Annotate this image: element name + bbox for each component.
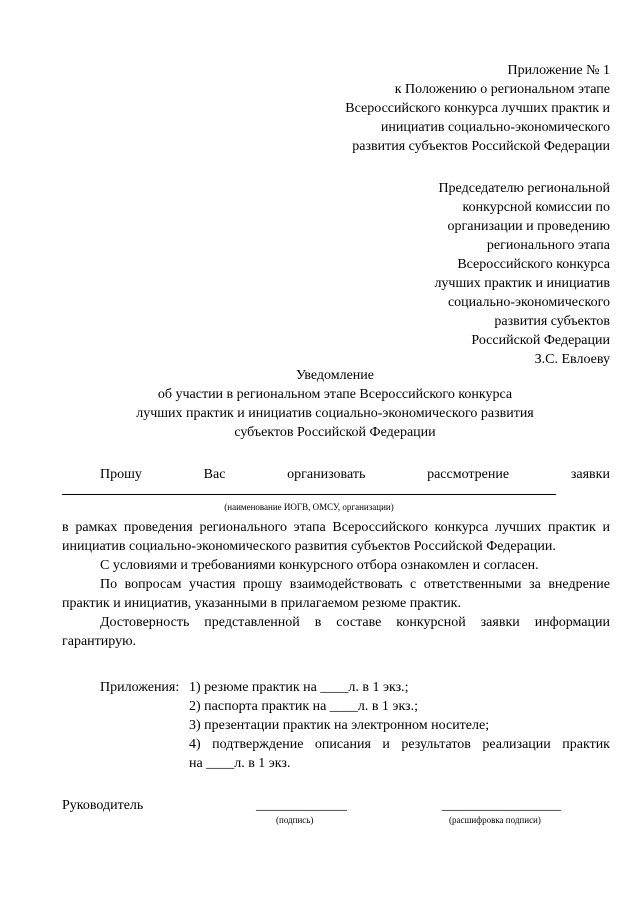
addressee-line: З.С. Евлоеву: [534, 352, 610, 367]
attachment-row: [100, 678, 610, 697]
signature-caption: (подпись): [276, 815, 314, 825]
annex-line: к Положению о региональном этапе: [394, 82, 610, 97]
request-word: Прошу: [100, 467, 142, 482]
title-line: лучших практик и инициатив социально-экономического развития: [136, 406, 534, 421]
body-paragraph: Достоверность представленной в составе конкурсной заявки информации гарантирую.: [62, 615, 610, 649]
addressee-line: развития субъектов: [494, 314, 610, 329]
attachment-item-continuation: на ____л. в 1 экз.: [189, 756, 291, 771]
addressee-line: Всероссийского конкурса: [457, 257, 610, 272]
organization-blank-line: [62, 494, 556, 495]
attachments-list: [100, 678, 610, 773]
body-paragraph: По вопросам участия прошу взаимодействовать с ответственными за внедрение практик и инициатив, указанными в прилагаемом резюме практик.: [62, 577, 610, 611]
addressee-line: регионального этапа: [486, 238, 610, 253]
signature-line: _____________: [256, 798, 347, 813]
attachment-item: 2) паспорта практик на ____л. в 1 экз.;: [189, 699, 418, 714]
annex-header: [230, 61, 610, 156]
attachment-row: [189, 716, 610, 735]
body-text: [62, 518, 610, 651]
attachment-item: 4) подтверждение описания и результатов реализации практик: [189, 737, 610, 752]
signature-row: [62, 796, 610, 816]
annex-line: Всероссийского конкурса лучших практик и: [345, 101, 610, 116]
addressee-block: [350, 179, 610, 369]
attachments-label: Приложения:: [100, 680, 180, 695]
body-paragraph: в рамках проведения регионального этапа Всероссийского конкурса лучших практик и инициатив социально-экономического развития субъектов Российской Федерации.: [62, 520, 610, 554]
addressee-line: конкурсной комиссии по: [462, 200, 610, 215]
attachment-row: [189, 754, 610, 773]
body-paragraph: С условиями и требованиями конкурсного отбора ознакомлен и согласен.: [100, 558, 539, 573]
addressee-line: организации и проведению: [447, 219, 610, 234]
annex-line: развития субъектов Российской Федерации: [352, 139, 610, 154]
title-line: об участии в региональном этапе Всероссийского конкурса: [157, 387, 513, 402]
title-line: субъектов Российской Федерации: [234, 425, 436, 440]
request-word: Вас: [203, 467, 226, 482]
attachment-item: 3) презентации практик на электронном носителе;: [189, 718, 490, 733]
attachment-item: 1) резюме практик на ____л. в 1 экз.;: [189, 680, 409, 695]
addressee-line: лучших практик и инициатив: [434, 276, 610, 291]
request-word: организовать: [287, 467, 366, 482]
document-title: [60, 366, 610, 442]
signature-decode-caption: (расшифровка подписи): [449, 815, 541, 825]
request-word: заявки: [570, 467, 610, 482]
addressee-line: Председателю региональной: [438, 181, 610, 196]
addressee-line: Российской Федерации: [471, 333, 610, 348]
annex-line: Приложение № 1: [507, 63, 610, 78]
annex-line: инициатив социально-экономического: [380, 120, 610, 135]
attachment-row: [189, 697, 610, 716]
attachment-row: [189, 735, 610, 754]
organization-caption: (наименование ИОГВ, ОМСУ, организации): [224, 502, 394, 512]
addressee-line: социально-экономического: [447, 295, 610, 310]
signature-decode-line: _________________: [442, 798, 561, 813]
title-line: Уведомление: [295, 368, 374, 383]
signatory-role: Руководитель: [62, 798, 144, 813]
request-line: [100, 465, 610, 484]
request-word: рассмотрение: [427, 467, 510, 482]
